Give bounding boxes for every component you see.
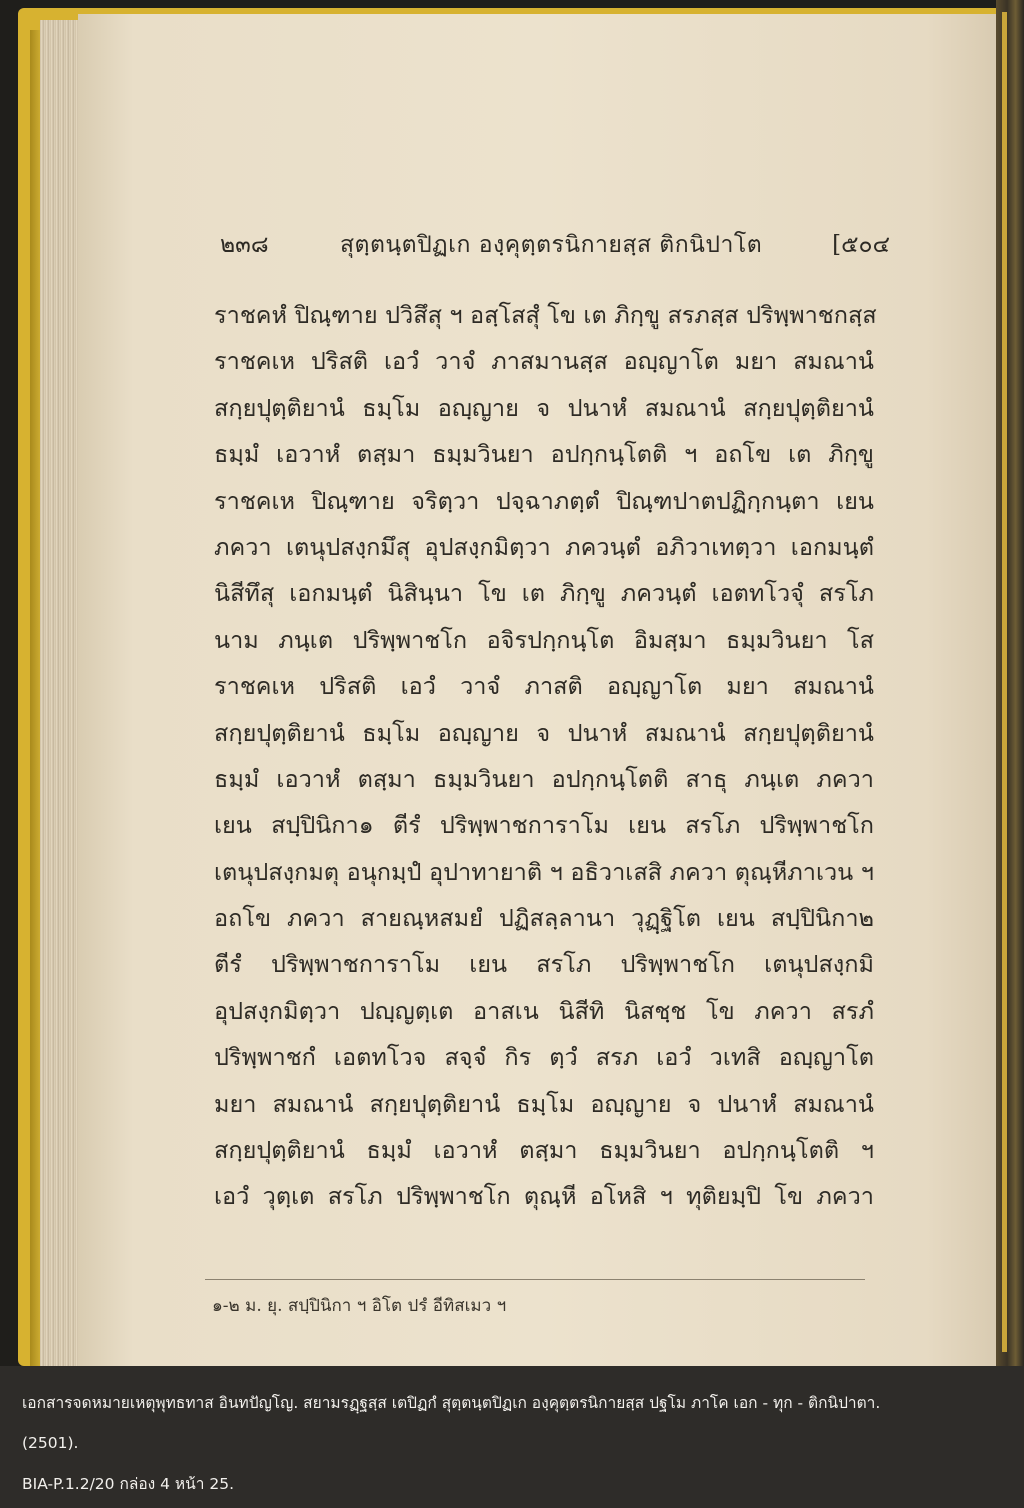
text-line: ปริพฺพาชกํ เอตทโวจ สจฺจํ กิร ตฺวํ สรภ เอวํ วเทสิ อญฺญาโต (214, 1043, 874, 1072)
caption-archive-ref: BIA-P.1.2/20 กล่อง 4 หน้า 25. (22, 1475, 235, 1493)
running-title: สุตฺตนฺตปิฏเก องฺคุตฺตรนิกายสฺส ติกนิปาโต (340, 232, 763, 258)
caption-year: (2501). (22, 1434, 79, 1452)
text-line: เตนุปสงฺกมตุ อนุกมฺปํ อุปาทายาติ ฯ อธิวาเสสิ ภควา ตุณฺหีภาเวน ฯ (214, 857, 874, 886)
text-line: ธมฺมํ เอวาหํ ตสฺมา ธมฺมวินยา อปกฺกนฺโตติ ฯ อถโข เต ภิกฺขู (214, 440, 874, 469)
cover-stripe (1002, 12, 1007, 1352)
text-line: สกฺยปุตฺติยานํ ธมฺโม อญฺญาย จ ปนาหํ สมณานํ สกฺยปุตฺติยานํ (214, 718, 874, 747)
footnote: ๑-๒ ม. ยุ. สปฺปินิกา ฯ อิโต ปรํ อีทิสเมว ฯ (212, 1296, 507, 1316)
text-line: อุปสงฺกมิตฺวา ปญฺญตฺเต อาสเน นิสีทิ นิสชฺช โข ภควา สรภํ (214, 996, 874, 1025)
text-line: นิสีทึสุ เอกมนฺตํ นิสินฺนา โข เต ภิกฺขู ภควนฺตํ เอตทโวจุํ สรโภ (214, 579, 874, 608)
archive-caption (0, 1366, 1024, 1508)
text-line: ราชคเห ปริสติ เอวํ วาจํ ภาสติ อญฺญาโต มยา สมณานํ (214, 672, 874, 701)
text-line: อถโข ภควา สายณฺหสมยํ ปฏิสลฺลานา วุฏฺฐิโต เยน สปฺปินิกา๒ (214, 904, 874, 933)
text-line: ตีรํ ปริพฺพาชการาโม เยน สรโภ ปริพฺพาชโก เตนุปสงฺกมิ (214, 950, 874, 979)
facing-page-edge (996, 0, 1024, 1366)
text-line: สกฺยปุตฺติยานํ ธมฺมํ เอวาหํ ตสฺมา ธมฺมวินยา อปกฺกนฺโตติ ฯ (214, 1136, 874, 1165)
page-header (210, 227, 900, 267)
text-line: สกฺยปุตฺติยานํ ธมฺโม อญฺญาย จ ปนาหํ สมณานํ สกฺยปุตฺติยานํ (214, 393, 874, 422)
text-line: ราชคหํ ปิณฺฑาย ปวิสึสุ ฯ อสฺโสสุํ โข เต ภิกฺขู สรภสฺส ปริพฺพาชกสฺส (214, 301, 877, 329)
page-edges (40, 20, 82, 1366)
caption-citation: เอกสารจดหมายเหตุพุทธทาส อินทปัญโญ. สยามรฏฺฐสฺส เตปิฏกํ สุตฺตนฺตปิฏเก องฺคุตฺตรนิกายสฺส ปฐโม ภาโค เอก - ทุก - ติกนิปาตา. (22, 1394, 881, 1412)
text-line: ภควา เตนุปสงฺกมึสุ อุปสงฺกมิตฺวา ภควนฺตํ อภิวาเทตฺวา เอกมนฺตํ (214, 532, 874, 561)
footnote-rule (205, 1279, 865, 1280)
section-number: [๕๐๔ (832, 232, 890, 258)
text-line: ราชคเห ปริสติ เอวํ วาจํ ภาสมานสฺส อญฺญาโต มยา สมณานํ (214, 347, 874, 376)
text-line: เยน สปฺปินิกา๑ ตีรํ ปริพฺพาชการาโม เยน สรโภ ปริพฺพาชโก (214, 811, 874, 840)
text-line: นาม ภนฺเต ปริพฺพาชโก อจิรปกฺกนฺโต อิมสฺมา ธมฺมวินยา โส (214, 625, 874, 654)
text-line: มยา สมณานํ สกฺยปุตฺติยานํ ธมฺโม อญฺญาย จ ปนาหํ สมณานํ (214, 1089, 874, 1118)
text-line: ราชคเห ปิณฺฑาย จริตฺวา ปจฺฉาภตฺตํ ปิณฺฑปาตปฏิกฺกนฺตา เยน (214, 486, 874, 515)
text-line: เอวํ วุตฺเต สรโภ ปริพฺพาชโก ตุณฺหี อโหสิ ฯ ทุติยมฺปิ โข ภควา (214, 1182, 874, 1211)
body-text (214, 292, 877, 1220)
page-number: ๒๓๘ (220, 232, 269, 258)
text-line: ธมฺมํ เอวาหํ ตสฺมา ธมฺมวินยา อปกฺกนฺโตติ สาธุ ภนฺเต ภควา (214, 764, 874, 793)
